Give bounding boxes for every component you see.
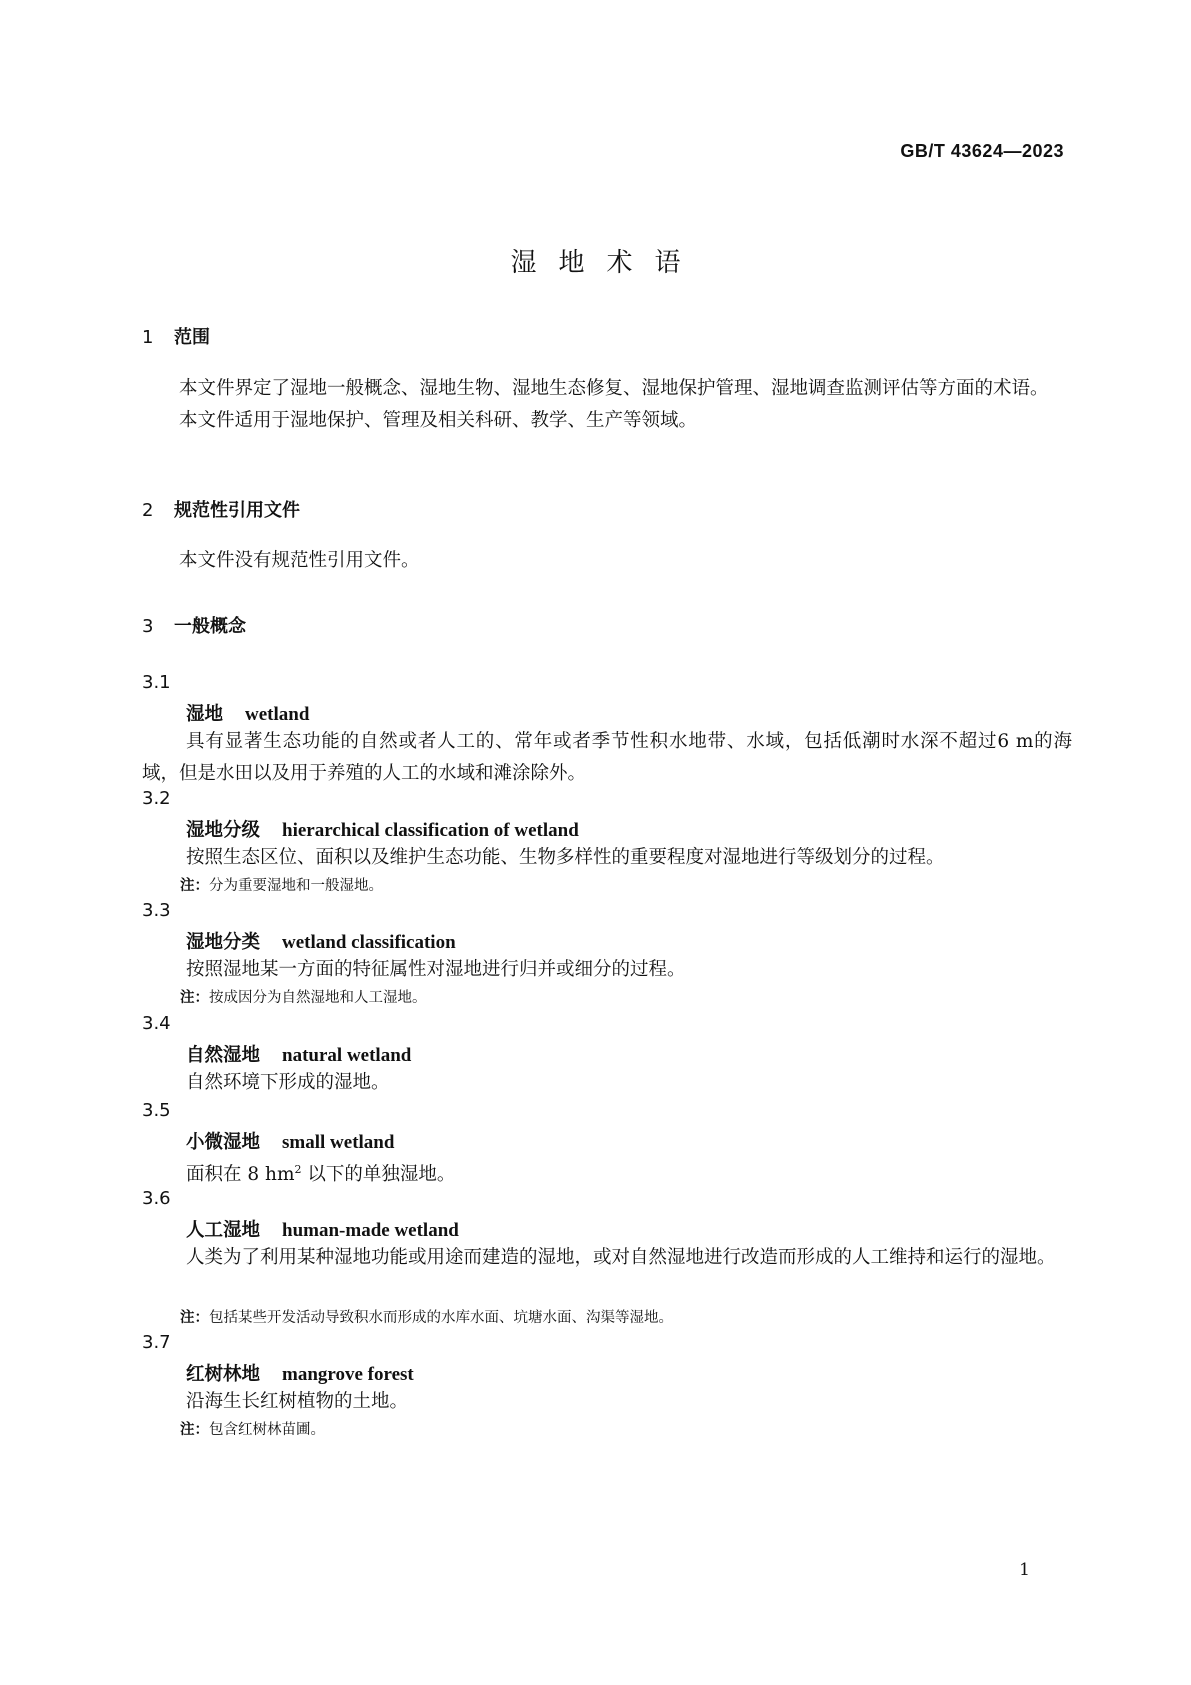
term-number: 3.6 bbox=[142, 1188, 171, 1209]
term-en: small wetland bbox=[282, 1132, 395, 1153]
note-text: 包括某些开发活动导致积水而形成的水库水面、坑塘水面、沟渠等湿地。 bbox=[209, 1310, 673, 1326]
definition-text: 按照湿地某一方面的特征属性对湿地进行归并或细分的过程。 bbox=[186, 959, 686, 980]
term-heading bbox=[186, 816, 579, 842]
definition-text: 按照生态区位、面积以及维护生态功能、生物多样性的重要程度对湿地进行等级划分的过程。 bbox=[186, 847, 945, 868]
section-number: 2 bbox=[142, 500, 154, 521]
note-text: 按成因分为自然湿地和人工湿地。 bbox=[209, 990, 427, 1006]
term-definition bbox=[142, 1154, 1072, 1191]
standard-code: GB/T 43624—2023 bbox=[900, 141, 1064, 161]
definition-text: 人类为了利用某种湿地功能或用途而建造的湿地，或对自然湿地进行改造而形成的人工维持和运行的湿地。 bbox=[186, 1247, 1056, 1268]
term-number: 3.3 bbox=[142, 900, 171, 921]
term-zh: 自然湿地 bbox=[186, 1045, 261, 1066]
term-definition bbox=[142, 1386, 1072, 1418]
term-heading bbox=[186, 1128, 394, 1154]
note-label: 注： bbox=[180, 1422, 209, 1438]
note-text: 包含红树林苗圃。 bbox=[209, 1422, 325, 1438]
definition-text: 具有显著生态功能的自然或者人工的、常年或者季节性积水地带、水域，包括低潮时水深不超过6 m的海域，但是水田以及用于养殖的人工的水域和滩涂除外。 bbox=[142, 731, 1072, 784]
term-note bbox=[180, 1306, 673, 1327]
term-definition bbox=[142, 726, 1072, 790]
term-definition bbox=[142, 1242, 1072, 1274]
term-heading bbox=[186, 928, 456, 954]
section-2-body bbox=[142, 545, 1072, 577]
term-number: 3.5 bbox=[142, 1100, 171, 1121]
note-text: 分为重要湿地和一般湿地。 bbox=[209, 878, 383, 894]
definition-text: 沿海生长红树植物的土地。 bbox=[186, 1391, 409, 1412]
paragraph: 本文件适用于湿地保护、管理及相关科研、教学、生产等领域。 bbox=[179, 410, 698, 431]
term-zh: 红树林地 bbox=[186, 1364, 261, 1385]
term-zh: 人工湿地 bbox=[186, 1220, 261, 1241]
section-title: 范围 bbox=[174, 327, 210, 348]
term-en: natural wetland bbox=[282, 1045, 412, 1066]
section-2-heading bbox=[142, 496, 300, 522]
term-heading bbox=[186, 1216, 459, 1242]
section-number: 1 bbox=[142, 327, 154, 348]
term-heading bbox=[186, 1041, 411, 1067]
term-zh: 湿地分类 bbox=[186, 932, 261, 953]
definition-pre: 面积在 8 hm bbox=[186, 1164, 295, 1186]
term-definition bbox=[142, 842, 1072, 874]
section-number: 3 bbox=[142, 616, 154, 637]
term-heading bbox=[186, 700, 309, 726]
term-note bbox=[180, 986, 427, 1007]
section-1-heading bbox=[142, 323, 210, 349]
term-definition bbox=[142, 954, 1072, 986]
term-en: wetland classification bbox=[282, 932, 456, 953]
paragraph: 本文件没有规范性引用文件。 bbox=[179, 550, 420, 571]
term-note bbox=[180, 1418, 325, 1439]
definition-post: 以下的单独湿地。 bbox=[301, 1164, 456, 1186]
term-zh: 湿地分级 bbox=[186, 820, 261, 841]
paragraph: 本文件界定了湿地一般概念、湿地生物、湿地生态修复、湿地保护管理、湿地调查监测评估等方面的术语。 bbox=[179, 378, 1049, 399]
note-label: 注： bbox=[180, 990, 209, 1006]
term-number: 3.2 bbox=[142, 788, 171, 809]
term-heading bbox=[186, 1360, 414, 1386]
term-number: 3.1 bbox=[142, 672, 171, 693]
term-definition bbox=[142, 1067, 1072, 1099]
definition-text: 自然环境下形成的湿地。 bbox=[186, 1072, 390, 1093]
term-number: 3.4 bbox=[142, 1013, 171, 1034]
section-title: 一般概念 bbox=[174, 616, 246, 637]
document-title: 湿地术语 bbox=[510, 248, 703, 278]
definition-text bbox=[142, 1154, 1072, 1191]
term-en: hierarchical classification of wetland bbox=[282, 820, 579, 841]
page-number: 1 bbox=[1019, 1560, 1030, 1580]
term-zh: 湿地 bbox=[186, 704, 224, 725]
note-label: 注： bbox=[180, 1310, 209, 1326]
term-number: 3.7 bbox=[142, 1332, 171, 1353]
note-label: 注： bbox=[180, 878, 209, 894]
definition-superscript: 2 bbox=[294, 1163, 302, 1176]
term-en: mangrove forest bbox=[282, 1364, 414, 1385]
section-1-body bbox=[142, 373, 1072, 437]
section-3-heading bbox=[142, 612, 246, 638]
term-en: wetland bbox=[245, 704, 310, 725]
term-note bbox=[180, 874, 383, 895]
term-zh: 小微湿地 bbox=[186, 1132, 261, 1153]
section-title: 规范性引用文件 bbox=[174, 500, 300, 521]
term-en: human-made wetland bbox=[282, 1220, 459, 1241]
